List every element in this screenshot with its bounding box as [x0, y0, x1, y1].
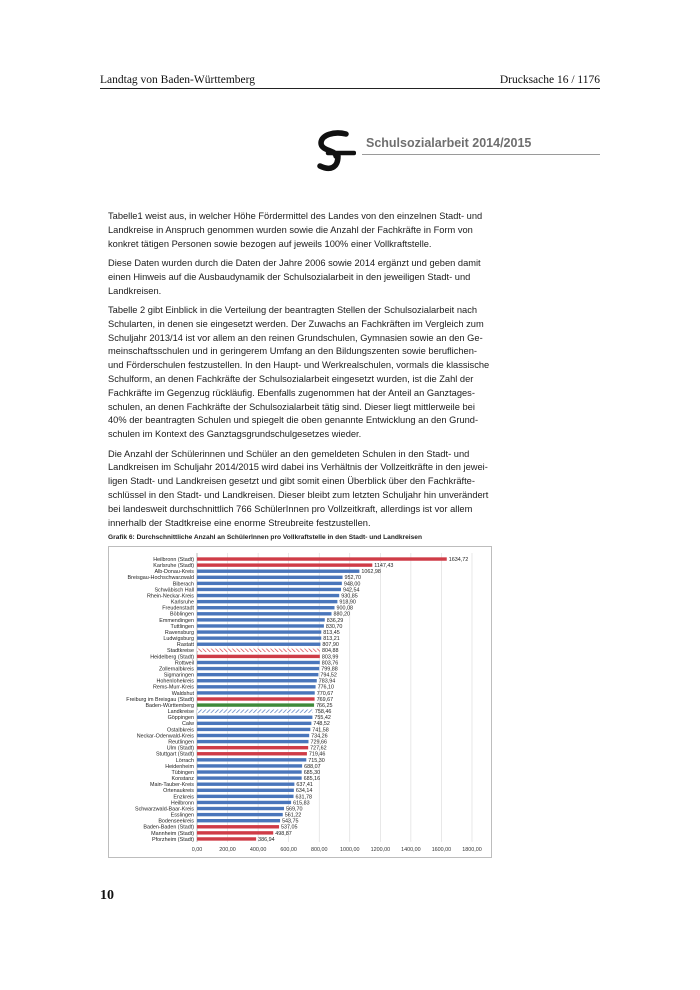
- kvjs-logo-icon: [316, 130, 356, 174]
- category-label: Böblingen: [170, 611, 194, 618]
- x-tick-label: 1000,00: [340, 847, 360, 853]
- data-label: 900,08: [336, 605, 354, 612]
- category-label: Ortenaukreis: [163, 788, 194, 795]
- data-label: 755,42: [314, 715, 331, 722]
- figure-caption: Grafik 6: Durchschnittliche Anzahl an SchülerInnen pro Vollkraftstelle in den Stadt- und Landkreisen: [108, 534, 422, 541]
- x-tick-label: 400,00: [249, 847, 267, 853]
- bar: [197, 813, 283, 816]
- bar: [197, 831, 273, 834]
- category-label: Waldshut: [171, 690, 194, 697]
- bar: [197, 582, 342, 585]
- data-label: 719,46: [308, 751, 326, 758]
- data-label: 880,20: [333, 611, 350, 618]
- text-line: 40% der beantragten Schulen und spiegelt die oben genannte Entwicklung an den Grund-: [108, 415, 479, 426]
- bar: [197, 703, 314, 706]
- bar: [197, 795, 294, 798]
- bar: [197, 588, 341, 591]
- category-label: Lörrach: [175, 757, 194, 764]
- bar: [197, 606, 335, 609]
- bar: [197, 825, 279, 828]
- bar: [197, 557, 447, 560]
- text-line: Schularten, in denen sie eingesetzt werden. Der Zuwachs an Fachkräften im Vergleich zum: [108, 318, 484, 329]
- bar: [197, 594, 339, 597]
- bar: [197, 807, 284, 810]
- category-label: Heilbronn: [170, 800, 194, 807]
- category-label: Enzkreis: [173, 794, 194, 801]
- bar: [197, 649, 320, 652]
- text-line: bei landesweit durchschnittlich 766 SchülerInnen pro Vollzeitkraft, allerdings ist vor allem: [108, 503, 473, 514]
- data-label: 727,62: [310, 745, 327, 752]
- data-label: 498,87: [275, 830, 292, 837]
- bar: [197, 576, 343, 579]
- paragraph: [108, 257, 520, 298]
- x-tick-label: 200,00: [219, 847, 236, 853]
- data-label: 734,26: [311, 733, 328, 740]
- bar: [197, 789, 294, 792]
- data-label: 794,52: [320, 672, 337, 679]
- text-line: meinschaftsschulen und in geringerem Umfang an den Bildungszenten sowie beruflichen-: [108, 346, 477, 357]
- text-line: und Förderschulen festzustellen. In den Haupt- und Werkrealschulen, vormals die klassische: [108, 360, 490, 371]
- data-label: 729,66: [310, 739, 327, 746]
- category-label: Heidenheim: [165, 763, 194, 770]
- category-label: Neckar-Odenwald-Kreis: [136, 733, 194, 740]
- category-label: Landkreise: [167, 709, 194, 716]
- x-tick-label: 1600,00: [431, 847, 452, 853]
- x-tick-label: 1200,00: [370, 847, 391, 853]
- bar: [197, 636, 321, 639]
- bar: [197, 697, 315, 700]
- bar: [197, 746, 308, 749]
- text-line: Schulform, an denen Fachkräfte der Schulsozialarbeit eingesetzt wurden, ist die Zahl der: [108, 373, 474, 384]
- x-tick-label: 600,00: [280, 847, 297, 853]
- category-label: Rottweil: [174, 660, 194, 667]
- category-label: Zollernalbkreis: [158, 666, 194, 673]
- bar: [197, 685, 316, 688]
- bar: [197, 758, 306, 761]
- page-number: 10: [100, 888, 114, 903]
- data-label: 813,45: [323, 629, 340, 636]
- category-label: Calw: [182, 721, 194, 728]
- bar: [197, 716, 312, 719]
- data-label: 685,30: [303, 769, 321, 776]
- text-line: schlüssel in den Stadt- und Landkreisen. Dieser bleibt zum letzten Schuljahr hin unverändert: [108, 489, 489, 500]
- category-label: Baden-Baden (Stadt): [143, 824, 194, 831]
- x-tick-label: 1800,00: [462, 847, 482, 853]
- category-label: Emmendingen: [159, 617, 194, 624]
- text-line: konkret tätigen Personen sowie bezogen auf jeweils 100% einer Vollkraftstelle.: [108, 238, 432, 249]
- category-label: Breisgau-Hochschwarzwald: [127, 575, 194, 582]
- data-label: 634,14: [295, 788, 313, 795]
- data-label: 836,29: [326, 617, 344, 624]
- bar: [197, 618, 325, 621]
- category-label: Stadtkreise: [167, 648, 194, 655]
- bar: [197, 734, 309, 737]
- data-label: 807,90: [322, 642, 339, 649]
- data-label: 688,07: [304, 763, 321, 770]
- brand-divider: [362, 154, 600, 155]
- data-label: 1634,72: [448, 556, 469, 563]
- category-label: Main-Tauber-Kreis: [149, 782, 194, 789]
- category-label: Sigmaringen: [163, 672, 194, 679]
- category-label: Reutlingen: [168, 739, 194, 746]
- data-label: 543,75: [282, 818, 299, 825]
- category-label: Tuttlingen: [170, 623, 194, 630]
- data-label: 561,22: [284, 812, 302, 819]
- data-label: 803,99: [321, 654, 339, 661]
- category-label: Bodenseekreis: [158, 818, 194, 825]
- paragraph: [108, 210, 520, 251]
- bar-chart-svg: [109, 547, 491, 857]
- category-label: Rastatt: [176, 642, 194, 649]
- data-label: 769,67: [316, 696, 334, 703]
- bar: [197, 740, 308, 743]
- paragraph: [108, 304, 520, 442]
- data-label: 918,90: [339, 599, 356, 606]
- category-label: Rhein-Neckar-Kreis: [146, 593, 194, 600]
- data-label: 783,94: [318, 678, 336, 685]
- bar: [197, 563, 372, 566]
- body-text: [108, 210, 520, 536]
- data-label: 637,41: [296, 782, 313, 789]
- data-label: 776,10: [317, 684, 335, 691]
- bar: [197, 624, 324, 627]
- bar: [197, 630, 321, 633]
- bar: [197, 801, 291, 804]
- category-label: Konstanz: [171, 776, 194, 783]
- text-line: ligen Stadt- und Landkreisen gesetzt und gibt somit einen Überblick über den Fachkräfte-: [108, 476, 475, 487]
- data-label: 1147,43: [374, 563, 394, 570]
- text-line: Tabelle1 weist aus, in welcher Höhe Fördermittel des Landes von den einzelnen Stadt- und: [108, 211, 483, 221]
- text-line: schulen im Kontext des Ganztagsgrundschulgesetzes wieder.: [108, 429, 362, 440]
- text-line: Schuljahr 2013/14 ist vor allem an den reinen Grundschulen, Gymnasien sowie an den Ge-: [108, 332, 483, 343]
- bar: [197, 679, 317, 682]
- category-label: Heilbronn (Stadt): [153, 556, 194, 563]
- category-label: Alb-Donau-Kreis: [154, 569, 194, 576]
- bar: [197, 837, 256, 840]
- category-label: Pforzheim (Stadt): [152, 836, 194, 843]
- category-label: Karlsruhe (Stadt): [153, 563, 194, 570]
- data-label: 804,88: [321, 648, 339, 655]
- bar: [197, 819, 280, 822]
- data-label: 748,52: [313, 721, 330, 728]
- category-label: Freudenstadt: [162, 605, 194, 612]
- text-line: einen Hinweis auf die Ausbaudynamik der Schulsozialarbeit in den jeweiligen Stadt- und: [108, 271, 471, 282]
- bar: [197, 661, 320, 664]
- data-label: 803,76: [321, 660, 339, 667]
- category-label: Stuttgart (Stadt): [155, 751, 194, 758]
- data-label: 758,46: [314, 709, 332, 716]
- data-label: 715,30: [308, 757, 325, 764]
- data-label: 948,00: [343, 581, 361, 588]
- bar: [197, 643, 320, 646]
- bar: [197, 612, 331, 615]
- text-line: Fachkräfte im Gegenzug rückläufig. Ebenfalls zugenommen hat der Anteil an Ganztages-: [108, 387, 475, 398]
- x-tick-label: 1400,00: [401, 847, 421, 853]
- bar: [197, 709, 313, 712]
- category-label: Ostalbkreis: [167, 727, 194, 734]
- paragraph: [108, 448, 520, 531]
- text-line: Landkreisen im Schuljahr 2014/2015 wird dabei ins Verhältnis der Vollzeitkräfte in den jewei-: [108, 462, 488, 473]
- data-label: 930,85: [341, 593, 358, 600]
- bar: [197, 655, 320, 658]
- text-line: Tabelle 2 gibt Einblick in die Verteilung der beantragten Stellen der Schulsozialarbeit nach: [108, 304, 478, 315]
- text-line: schulen, an denen Fachkräfte der Schulsozialarbeit tätig sind. Dieser liegt mittlerweile bei: [108, 401, 475, 412]
- bar: [197, 764, 302, 767]
- bar: [197, 722, 311, 725]
- bar: [197, 570, 359, 573]
- data-label: 766,25: [316, 702, 333, 709]
- category-label: Baden-Württemberg: [145, 702, 194, 709]
- data-label: 1062,98: [361, 569, 381, 576]
- category-label: Heidelberg (Stadt): [150, 654, 194, 661]
- category-label: Biberach: [172, 581, 194, 588]
- brand-title: Schulsozialarbeit 2014/2015: [366, 136, 532, 150]
- category-label: Esslingen: [170, 812, 194, 819]
- data-label: 685,16: [303, 776, 321, 783]
- data-label: 770,67: [316, 690, 334, 697]
- data-label: 386,94: [258, 836, 275, 843]
- bar: [197, 770, 302, 773]
- category-label: Ludwigsburg: [163, 636, 194, 643]
- text-line: innerhalb der Stadtkreise eine enorme Streubreite festzustellen.: [108, 517, 371, 528]
- bar: [197, 667, 319, 670]
- data-label: 537,05: [281, 824, 298, 831]
- category-label: Göppingen: [167, 715, 194, 722]
- data-label: 799,88: [321, 666, 338, 673]
- category-label: Tübingen: [171, 769, 194, 776]
- bar: [197, 691, 315, 694]
- bar: [197, 782, 294, 785]
- data-label: 830,70: [325, 623, 343, 630]
- header-left: Landtag von Baden-Württemberg: [100, 74, 255, 86]
- category-label: Ulm (Stadt): [166, 745, 194, 752]
- text-line: Diese Daten wurden durch die Daten der Jahre 2006 sowie 2014 ergänzt und geben damit: [108, 257, 481, 268]
- category-label: Freiburg im Breisgau (Stadt): [126, 696, 194, 703]
- bar: [197, 600, 337, 603]
- category-label: Schwäbisch Hall: [154, 587, 194, 594]
- bar: [197, 673, 318, 676]
- category-label: Rems-Murr-Kreis: [152, 684, 194, 691]
- data-label: 615,83: [293, 800, 310, 807]
- category-label: Schwarzwald-Baar-Kreis: [134, 806, 194, 813]
- data-label: 942,54: [342, 587, 360, 594]
- text-line: Landkreise in Anspruch genommen wurden sowie die Anzahl der Fachkräfte in Form von: [108, 224, 473, 235]
- text-line: Landkreisen.: [108, 285, 162, 296]
- data-label: 952,70: [344, 575, 362, 582]
- bar: [197, 752, 307, 755]
- bar-chart: [108, 546, 492, 858]
- x-tick-label: 0,00: [191, 847, 203, 853]
- category-label: Ravensburg: [164, 629, 194, 636]
- bar: [197, 728, 310, 731]
- data-label: 631,78: [295, 794, 313, 801]
- category-label: Hohenlohekreis: [156, 678, 194, 685]
- header-right: Drucksache 16 / 1176: [499, 74, 600, 86]
- data-label: 741,58: [312, 727, 329, 734]
- category-label: Karlsruhe: [170, 599, 194, 606]
- running-header: [100, 74, 600, 88]
- category-label: Mannheim (Stadt): [151, 830, 194, 837]
- data-label: 813,21: [323, 636, 340, 643]
- data-label: 569,70: [286, 806, 303, 813]
- header-divider: [100, 88, 600, 89]
- bar: [197, 776, 302, 779]
- x-tick-label: 800,00: [310, 847, 328, 853]
- text-line: Die Anzahl der Schülerinnen und Schüler an den gemeldeten Schulen in den Stadt- und: [108, 448, 470, 459]
